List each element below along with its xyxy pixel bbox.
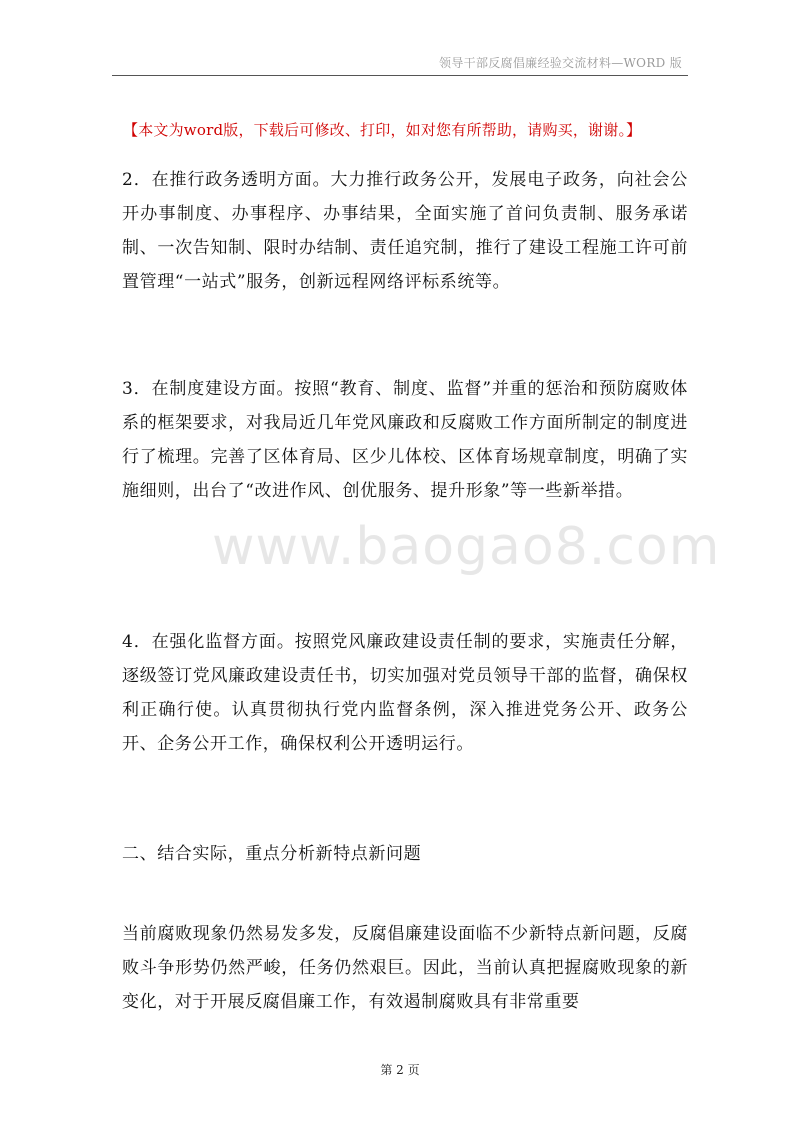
purchase-notice: 【本文为word版，下载后可修改、打印，如对您有所帮助，请购买，谢谢。】 (123, 121, 642, 139)
page-number: 第 2 页 (380, 1063, 420, 1077)
running-header: 领导干部反腐倡廉经验交流材料—WORD 版 (439, 56, 682, 70)
section-heading: 二、结合实际，重点分析新特点新问题 (122, 844, 422, 864)
header-divider (112, 75, 688, 76)
paragraph-supervision: 4．在强化监督方面。按照党风廉政建设责任制的要求，实施责任分解，逐级签订党风廉政建设责任书，切实加强对党员领导干部的监督，确保权利正确行使。认真贯彻执行党内监督条例，深入推进党务公开、政务公开、企务公开工作，确保权利公开透明运行。 (122, 632, 688, 754)
paragraph-system-building: 3．在制度建设方面。按照“教育、制度、监督”并重的惩治和预防腐败体系的框架要求，对我局近几年党风廉政和反腐败工作方面所制定的制度进行了梳理。完善了区体育局、区少儿体校、区体育场规章制度，明确了实施细则，出台了“改进作风、创优服务、提升形象”等一些新举措。 (122, 379, 688, 501)
paragraph-transparency: 2．在推行政务透明方面。大力推行政务公开，发展电子政务，向社会公开办事制度、办事程序、办事结果，全面实施了首问负责制、服务承诺制、一次告知制、限时办结制、责任追究制，推行了建设工程施工许可前置管理“一站式”服务，创新远程网络评标系统等。 (122, 170, 688, 292)
watermark: www.baogao8.com (212, 517, 721, 577)
paragraph-new-problems: 当前腐败现象仍然易发多发，反腐倡廉建设面临不少新特点新问题，反腐败斗争形势仍然严峻，任务仍然艰巨。因此，当前认真把握腐败现象的新变化，对于开展反腐倡廉工作，有效遏制腐败具有非常重要 (122, 924, 688, 1012)
